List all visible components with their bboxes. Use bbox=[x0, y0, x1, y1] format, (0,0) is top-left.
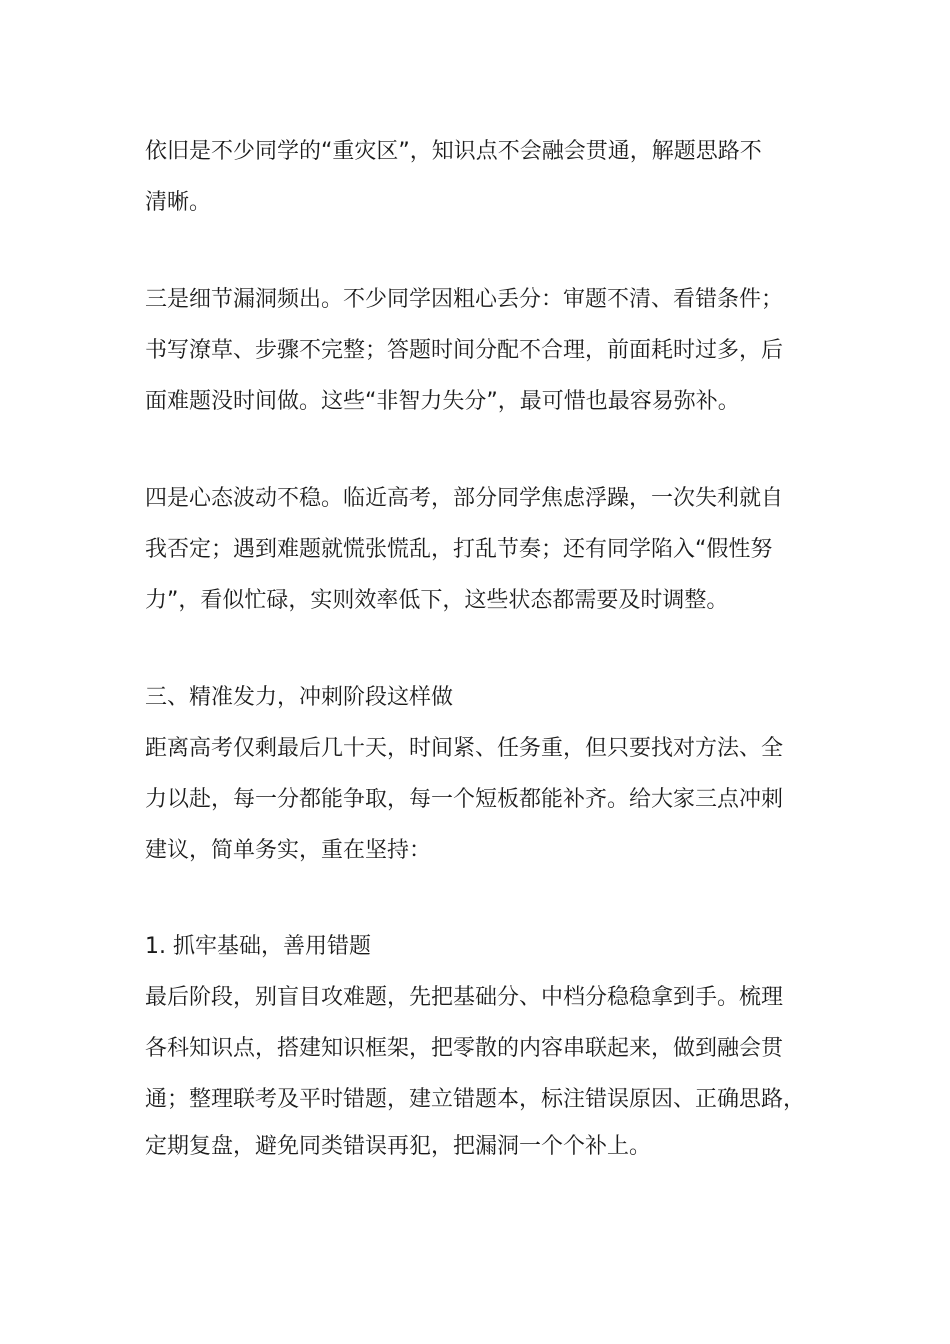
paragraph-line: 通；整理联考及平时错题，建立错题本，标注错误原因、正确思路， bbox=[145, 1087, 806, 1112]
paragraph-line: 四是心态波动不稳。临近高考，部分同学焦虑浮躁，一次失利就自 bbox=[145, 486, 784, 511]
paragraph-line: 我否定；遇到难题就慌张慌乱，打乱节奏；还有同学陷入“假性努 bbox=[145, 537, 773, 562]
subheading: 1. 抓牢基础，善用错题 bbox=[145, 934, 371, 959]
paragraph-line: 各科知识点，搭建知识框架，把零散的内容串联起来，做到融会贯 bbox=[145, 1036, 784, 1061]
paragraph-line: 三是细节漏洞频出。不少同学因粗心丢分：审题不清、看错条件； bbox=[145, 287, 784, 312]
paragraph-line: 最后阶段，别盲目攻难题，先把基础分、中档分稳稳拿到手。梳理 bbox=[145, 985, 784, 1010]
section-heading: 三、精准发力，冲刺阶段这样做 bbox=[145, 685, 454, 710]
paragraph-line: 建议，简单务实，重在坚持： bbox=[145, 838, 432, 863]
paragraph-line: 定期复盘，避免同类错误再犯，把漏洞一个个补上。 bbox=[145, 1134, 652, 1159]
paragraph-line: 依旧是不少同学的“重灾区”，知识点不会融会贯通，解题思路不 bbox=[145, 139, 762, 164]
paragraph-line: 清晰。 bbox=[145, 190, 212, 215]
paragraph-line: 书写潦草、步骤不完整；答题时间分配不合理，前面耗时过多，后 bbox=[145, 338, 784, 363]
paragraph-line: 力以赴，每一分都能争取，每一个短板都能补齐。给大家三点冲刺 bbox=[145, 787, 784, 812]
paragraph-line: 面难题没时间做。这些“非智力失分”，最可惜也最容易弥补。 bbox=[145, 389, 740, 414]
paragraph-line: 距离高考仅剩最后几十天，时间紧、任务重，但只要找对方法、全 bbox=[145, 736, 784, 761]
paragraph-line: 力”，看似忙碌，实则效率低下，这些状态都需要及时调整。 bbox=[145, 588, 729, 613]
